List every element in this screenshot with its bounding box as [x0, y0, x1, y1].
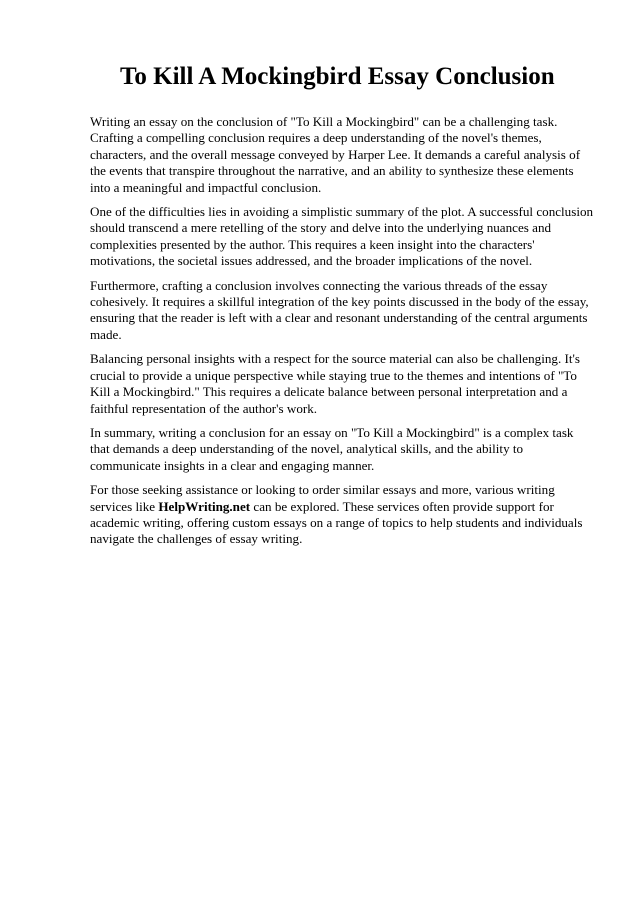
paragraph-furthermore: Furthermore, crafting a conclusion involves connecting the various threads of the essay cohesively. It requires a skillful integration of the key points discussed in the body of the essay, ensuring that the reader is left with a clear and resonant understanding of the central arguments made.: [90, 277, 589, 342]
document-title: To Kill A Mockingbird Essay Conclusion: [120, 63, 555, 90]
paragraph-balancing: Balancing personal insights with a respect for the source material can also be challenging. It's crucial to provide a unique perspective while staying true to the themes and intentions of "To Kill a Mockingbird." This requires a delicate balance between personal interpretation and a faithful representation of the author's work.: [90, 351, 580, 416]
paragraph-services: [90, 482, 596, 548]
services-text-after-link: can be explored. These services often provide support for academic writing, offering custom essays on a range of topics to help students and individuals navigate the challenges of essay writing.: [90, 498, 583, 547]
helpwriting-link[interactable]: HelpWriting.net: [158, 498, 251, 514]
paragraph-summary: In summary, writing a conclusion for an essay on "To Kill a Mockingbird" is a complex task that demands a deep understanding of the novel, analytical skills, and the ability to communicate insights in a clear and engaging manner.: [90, 424, 574, 473]
paragraph-difficulties: One of the difficulties lies in avoiding a simplistic summary of the plot. A successful conclusion should transcend a mere retelling of the story and delve into the underlying nuances and complexities presented by the author. This requires a keen insight into the characters' motivations, the societal issues addressed, and the broader implications of the novel.: [90, 204, 594, 269]
services-text-before-link: For those seeking assistance or looking to order similar essays and more, various writing services like: [90, 482, 555, 514]
paragraph-intro: Writing an essay on the conclusion of "To Kill a Mockingbird" can be a challenging task. Crafting a compelling conclusion requires a deep understanding of the novel's themes, characters, and the overall message conveyed by Harper Lee. It demands a careful analysis of the events that transpire throughout the narrative, and an ability to synthesize these elements into a meaningful and impactful conclusion.: [90, 114, 581, 195]
